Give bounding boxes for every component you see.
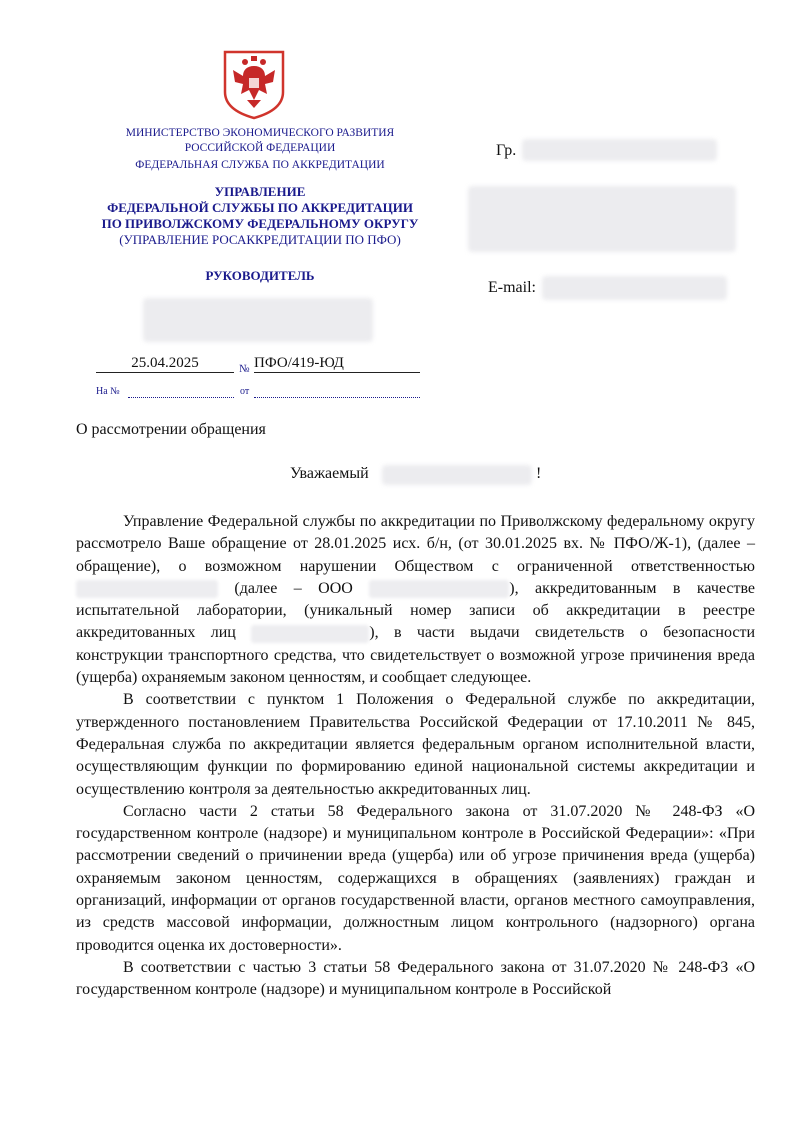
ministry-line-2: РОССИЙСКОЙ ФЕДЕРАЦИИ (184, 142, 336, 154)
letter-subject: О рассмотрении обращения (76, 421, 266, 438)
paragraph-1-part-2: (далее – ООО (234, 579, 353, 597)
redacted-head-name (143, 298, 373, 342)
paragraph-1-part-1: Управление Федеральной службы по аккредитации по Приволжскому федеральному округу рассмотрело Ваше обращение от 28.01.2025 исх. б/н, (от 30.01.2025 вх. № ПФО/Ж-1), (далее – обращение), о возможном нарушении Обществом с ограниченной ответственностью (76, 513, 755, 575)
redacted-recipient-email (542, 276, 727, 300)
letter-body (76, 511, 755, 1002)
paragraph-3: Согласно части 2 статьи 58 Федерального закона от 31.07.2020 № 248-ФЗ «О государственном контроле (надзоре) и муниципальном контроле в Российской Федерации»: «При рассмотрении сведений о причинении вреда (ущерба) или об угрозе причинения вреда (ущерба) охраняемым законом ценностям, содержащихся в обращениях (заявлениях) граждан и организаций, информации от органов государственной власти, органов местного самоуправления, из средств массовой информации, должностным лицом контрольного (надзорного) органа проводится оценка их достоверности». (76, 802, 755, 954)
reference-from-label: от (240, 386, 250, 397)
paragraph-4: В соответствии с частью 3 статьи 58 Федерального закона от 31.07.2020 № 248-ФЗ «О государственном контроле (надзоре) и муниципальном контроле в Российской (76, 958, 755, 999)
redacted-recipient-address (468, 186, 736, 252)
service-line: ФЕДЕРАЛЬНАЯ СЛУЖБА ПО АККРЕДИТАЦИИ (135, 159, 385, 171)
recipient-email-label: E-mail: (488, 279, 536, 296)
redacted-company-short-name (369, 580, 509, 598)
ministry-block (100, 126, 420, 173)
paragraph-1 (76, 511, 755, 689)
department-line-2: ФЕДЕРАЛЬНОЙ СЛУЖБЫ ПО АККРЕДИТАЦИИ (107, 200, 413, 215)
redacted-recipient-name (522, 139, 717, 161)
greeting-row (290, 465, 550, 487)
redacted-company-name (76, 580, 218, 598)
ministry-line-1: МИНИСТЕРСТВО ЭКОНОМИЧЕСКОГО РАЗВИТИЯ (125, 127, 395, 139)
outgoing-number-row (96, 353, 426, 373)
coat-of-arms-emblem (221, 48, 287, 120)
reference-number-label: На № (96, 386, 120, 397)
paragraph-1-part-4: ), в части выдачи свидетельств о безопасности конструкции транспортного средства, что свидетельствует о возможной угрозе причинения вреда (ущерба) охраняемым законом ценностям, и сообщает следующее. (76, 624, 756, 687)
reference-row (96, 386, 426, 400)
greeting-exclamation: ! (536, 465, 542, 482)
greeting-word: Уважаемый (290, 465, 369, 482)
department-block (60, 184, 460, 248)
department-line-4: (УПРАВЛЕНИЕ РОСАККРЕДИТАЦИИ ПО ПФО) (119, 232, 401, 247)
reference-date-line (254, 397, 420, 398)
recipient-prefix: Гр. (496, 142, 517, 159)
document-number: ПФО/419-ЮД (254, 355, 420, 373)
number-sign: № (239, 363, 250, 375)
redacted-addressee (382, 465, 532, 485)
document-date: 25.04.2025 (96, 355, 234, 373)
redacted-registry-number (251, 625, 369, 643)
department-line-3: ПО ПРИВОЛЖСКОМУ ФЕДЕРАЛЬНОМУ ОКРУГУ (101, 216, 419, 231)
paragraph-1-part-3: ), аккредитованным в качестве испытательной лаборатории, (уникальный номер записи об аккредитации в реестре аккредитованных лиц (76, 579, 756, 642)
reference-number-line (128, 397, 234, 398)
department-line-1: УПРАВЛЕНИЕ (214, 184, 306, 199)
paragraph-2: В соответствии с пунктом 1 Положения о Федеральной службе по аккредитации, утвержденного постановлением Правительства Российской Федерации от 17.10.2011 № 845, Федеральная служба по аккредитации является федеральным органом исполнительной власти, осуществляющим функции по формированию единой национальной системы аккредитации и осуществлению контроля за деятельностью аккредитованных лиц. (76, 691, 755, 798)
position-title: РУКОВОДИТЕЛЬ (205, 268, 315, 283)
